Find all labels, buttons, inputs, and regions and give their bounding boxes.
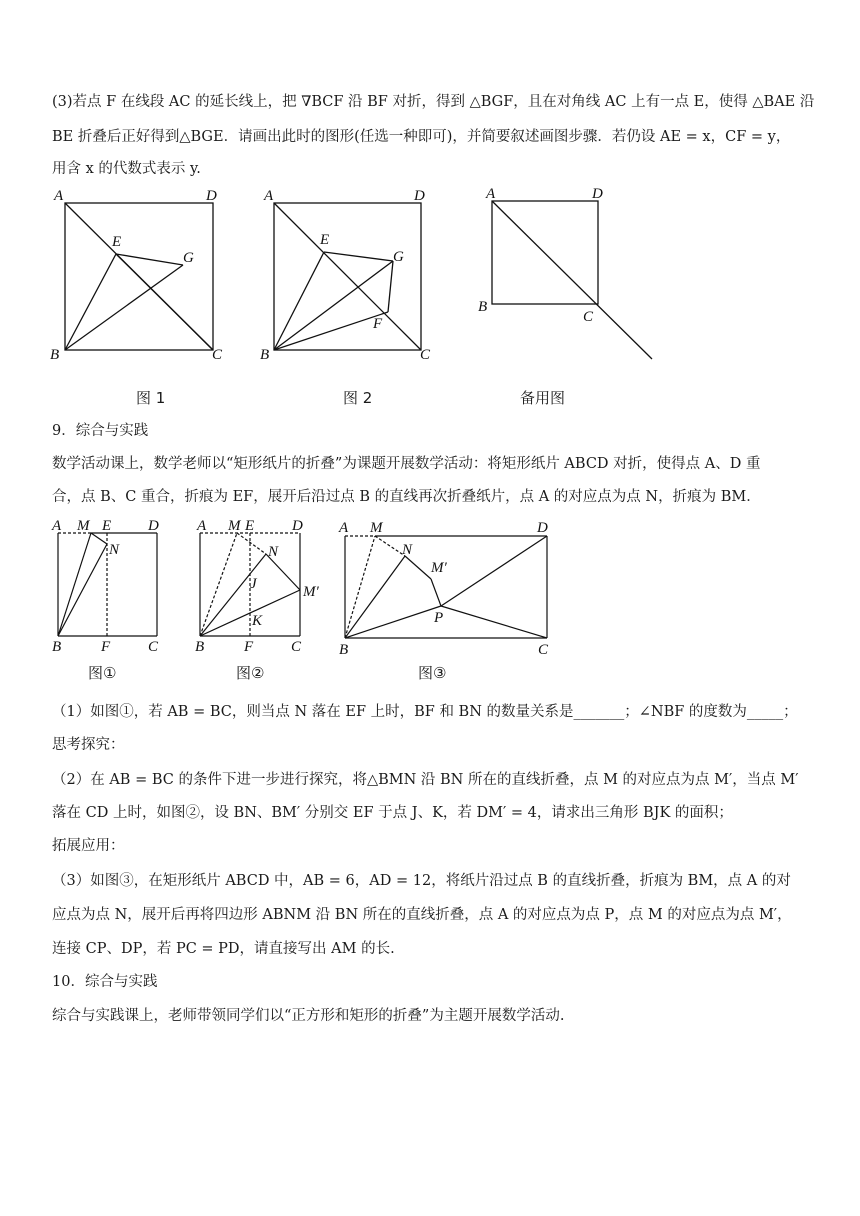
q9f3-label-N: N <box>402 542 413 558</box>
backup-caption: 备用图 <box>520 389 566 407</box>
backup-label-B: B <box>478 299 488 315</box>
q9f3-label-C: C <box>538 642 549 658</box>
q9-part1: （1）如图①，若 AB = BC，则当点 N 落在 EF 上时，BF 和 BN 的数量关系是_______；∠NBF 的度数为_____； <box>52 704 798 720</box>
q9f3-label-A: A <box>339 520 349 536</box>
q9f2-label-D: D <box>292 518 303 534</box>
q9f2-label-M: M <box>228 518 241 534</box>
figure-backup <box>470 180 670 365</box>
part3-line-1: (3)若点 F 在线段 AC 的延长线上，把 ∇BCF 沿 BF 对折，得到 △BGF，且在对角线 AC 上有一点 E，使得 △BAE 沿 <box>52 94 815 110</box>
q9-part3-a: （3）如图③，在矩形纸片 ABCD 中，AB = 6，AD = 12，将纸片沿过点 B 的直线折叠，折痕为 BM，点 A 的对 <box>52 873 791 889</box>
q9-part3-b: 应点为点 N，展开后再将四边形 ABNM 沿 BN 所在的直线折叠，点 A 的对应点为点 P，点 M 的对应点为点 M′， <box>52 907 792 923</box>
q9f2-label-N: N <box>268 544 279 560</box>
fig1-label-E: E <box>112 234 122 250</box>
q9-figure-2 <box>190 514 330 654</box>
backup-label-D: D <box>592 186 603 202</box>
q9-intro-2: 合，点 B、C 重合，折痕为 EF，展开后沿过点 B 的直线再次折叠纸片，点 A 的对应点为点 N，折痕为 BM． <box>52 489 761 505</box>
fig2-label-C: C <box>420 347 431 363</box>
q9-think: 思考探究： <box>52 737 125 753</box>
figure-1 <box>48 184 238 364</box>
q9f2-label-K: K <box>252 613 263 629</box>
q9-intro-1: 数学活动课上，数学老师以“矩形纸片的折叠”为课题开展数学活动：将矩形纸片 ABCD 对折，使得点 A、D 重 <box>52 456 761 472</box>
q9-fig3-caption: 图③ <box>418 664 447 682</box>
q9-part2-b: 落在 CD 上时，如图②，设 BN、BM′ 分别交 EF 于点 J、K，若 DM′ = 4，请求出三角形 BJK 的面积； <box>52 805 733 821</box>
fig2-label-D: D <box>414 188 425 204</box>
fig1-label-B: B <box>50 347 60 363</box>
q9f2-label-C: C <box>291 639 302 654</box>
q9-expand: 拓展应用： <box>52 838 125 854</box>
q9-part3-c: 连接 CP、DP，若 PC = PD，请直接写出 AM 的长. <box>52 941 395 957</box>
q9-fig2-caption: 图② <box>236 664 265 682</box>
q9f1-label-M: M <box>77 518 90 534</box>
part3-line-2: BE 折叠后正好得到△BGE．请画出此时的图形(任选一种即可)，并简要叙述画图步骤．若仍设 AE = x，CF = y， <box>52 129 791 145</box>
q9-figure-3 <box>335 514 560 659</box>
q9-figure-1 <box>46 514 171 654</box>
fig1-label-D: D <box>206 188 217 204</box>
backup-label-C: C <box>583 309 594 325</box>
q9-fig1-caption: 图① <box>88 664 117 682</box>
fig1-label-A: A <box>54 188 64 204</box>
part3-line-3: 用含 x 的代数式表示 y. <box>52 161 201 177</box>
fig2-label-B: B <box>260 347 270 363</box>
q9f1-label-A: A <box>52 518 62 534</box>
fig2-label-G: G <box>393 249 404 265</box>
q9f1-label-C: C <box>148 639 159 654</box>
q9f2-label-A: A <box>197 518 207 534</box>
q9f3-label-M: M <box>370 520 383 536</box>
fig1-caption: 图 1 <box>136 389 166 407</box>
q10-title: 10．综合与实践 <box>52 974 158 990</box>
q9f2-label-Mp: M′ <box>303 584 319 600</box>
q9f3-label-P: P <box>434 610 444 626</box>
figure-2 <box>258 184 448 364</box>
q9f3-label-Mp: M′ <box>431 560 447 576</box>
fig2-label-E: E <box>320 232 330 248</box>
fig2-label-F: F <box>373 316 383 332</box>
fig1-label-G: G <box>183 250 194 266</box>
fig2-label-A: A <box>264 188 274 204</box>
q10-intro: 综合与实践课上，老师带领同学们以“正方形和矩形的折叠”为主题开展数学活动. <box>52 1008 565 1024</box>
q9f1-label-D: D <box>148 518 159 534</box>
q9f2-label-B: B <box>195 639 205 654</box>
q9f1-label-F: F <box>101 639 111 654</box>
q9f2-label-F: F <box>244 639 254 654</box>
q9f2-label-E: E <box>245 518 255 534</box>
q9f1-label-B: B <box>52 639 62 654</box>
q9f3-label-B: B <box>339 642 349 658</box>
q9f1-label-E: E <box>102 518 112 534</box>
q9f3-label-D: D <box>537 520 548 536</box>
q9-part2-a: （2）在 AB = BC 的条件下进一步进行探究，将△BMN 沿 BN 所在的直线折叠，点 M 的对应点为点 M′，当点 M′ <box>52 772 799 788</box>
fig1-label-C: C <box>212 347 223 363</box>
q9f2-label-J: J <box>250 576 257 592</box>
backup-label-A: A <box>486 186 496 202</box>
q9-title: 9．综合与实践 <box>52 423 149 439</box>
q9f1-label-N: N <box>109 542 120 558</box>
fig2-caption: 图 2 <box>343 389 373 407</box>
